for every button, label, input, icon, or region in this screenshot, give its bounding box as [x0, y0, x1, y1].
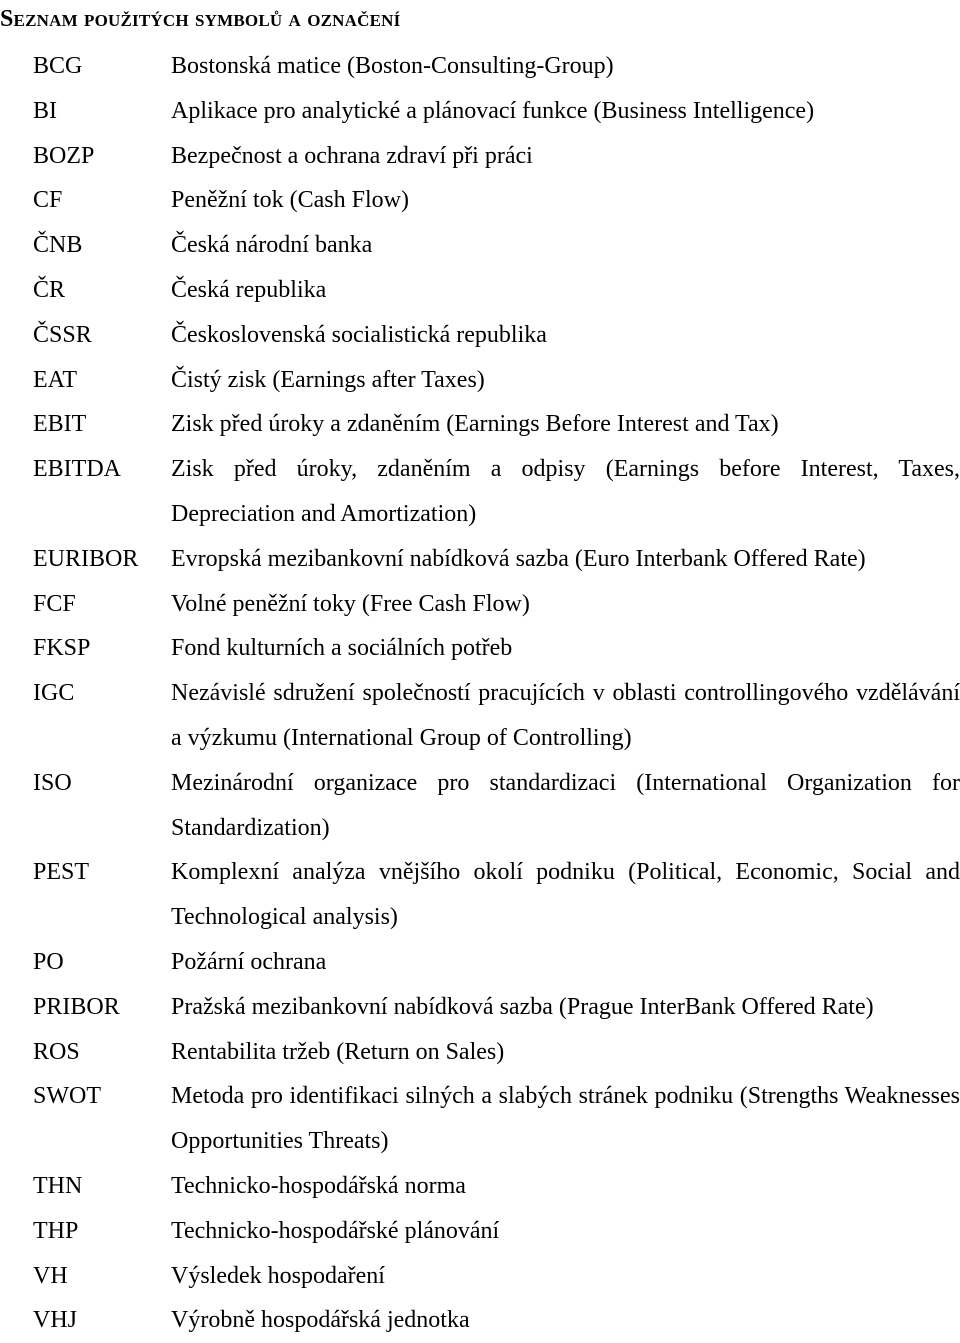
abbreviation-meaning: Česká národní banka	[171, 232, 373, 259]
list-item	[0, 134, 960, 179]
list-item	[0, 447, 960, 537]
abbreviation: PRIBOR	[33, 993, 120, 1020]
list-item	[0, 89, 960, 134]
abbreviation: BI	[33, 97, 57, 124]
abbreviation-meaning: Bostonská matice (Boston-Consulting-Group)	[171, 53, 614, 79]
abbreviation-meaning: Rentabilita tržeb (Return on Sales)	[171, 1038, 505, 1065]
list-item	[0, 582, 960, 627]
list-item	[0, 44, 960, 89]
abbreviation: ČNB	[33, 232, 83, 259]
list-item	[0, 313, 960, 358]
abbreviation: VH	[33, 1262, 68, 1289]
abbreviation: FKSP	[33, 635, 91, 662]
list-item	[0, 761, 960, 851]
abbreviation-meaning: Zisk před úroky, zdaněním a odpisy (Earnings before Interest, Taxes, Depreciation and Amortization)	[171, 456, 960, 527]
abbreviation: THP	[33, 1217, 79, 1244]
abbreviation-meaning: Metoda pro identifikaci silných a slabých stránek podniku (Strengths Weaknesses Opportunities Threats)	[171, 1083, 960, 1155]
page-title: Seznam použitých symbolů a označení	[0, 6, 401, 32]
abbreviation: THN	[33, 1172, 83, 1199]
abbreviation-meaning: Volné peněžní toky (Free Cash Flow)	[171, 590, 530, 617]
abbreviation-meaning: Bezpečnost a ochrana zdraví při práci	[171, 142, 533, 169]
abbreviation-meaning: Požární ochrana	[171, 948, 327, 975]
abbreviation: BOZP	[33, 142, 95, 169]
abbreviation-meaning: Evropská mezibankovní nabídková sazba (Euro Interbank Offered Rate)	[171, 545, 866, 572]
list-item	[0, 1254, 960, 1299]
abbreviation: CF	[33, 187, 63, 214]
list-item	[0, 268, 960, 313]
abbreviation: PO	[33, 948, 64, 975]
list-item	[0, 402, 960, 447]
abbreviation-meaning: Komplexní analýza vnějšího okolí podniku (Political, Economic, Social and Technological analysis)	[171, 859, 960, 931]
abbreviation: SWOT	[33, 1083, 101, 1110]
abbreviation-meaning: Fond kulturních a sociálních potřeb	[171, 635, 513, 662]
abbreviation: EURIBOR	[33, 545, 139, 572]
abbreviation: PEST	[33, 859, 90, 886]
abbreviation: VHJ	[33, 1307, 78, 1334]
abbreviation-meaning: Technicko-hospodářské plánování	[171, 1217, 500, 1244]
abbreviation-meaning: Čistý zisk (Earnings after Taxes)	[171, 366, 485, 393]
list-item	[0, 850, 960, 940]
list-item	[0, 358, 960, 403]
abbreviation-meaning: Zisk před úroky a zdaněním (Earnings Before Interest and Tax)	[171, 411, 779, 438]
abbreviation-meaning: Peněžní tok (Cash Flow)	[171, 187, 409, 214]
abbreviation: ROS	[33, 1038, 80, 1065]
abbreviation: BCG	[33, 53, 83, 79]
abbreviation-list	[0, 44, 960, 1343]
list-item	[0, 1298, 960, 1343]
abbreviation: ISO	[33, 769, 72, 796]
abbreviation: EBIT	[33, 411, 87, 438]
list-item	[0, 626, 960, 671]
abbreviation-meaning: Technicko-hospodářská norma	[171, 1172, 466, 1199]
list-item	[0, 178, 960, 223]
abbreviation: EAT	[33, 366, 77, 393]
abbreviation: ČR	[33, 276, 66, 303]
abbreviation-meaning: Nezávislé sdružení společností pracujících v oblasti controllingového vzdělávání a výzkumu (International Group of Controlling)	[171, 680, 960, 751]
list-item	[0, 985, 960, 1030]
abbreviation-meaning: Výrobně hospodářská jednotka	[171, 1307, 470, 1334]
abbreviation: ČSSR	[33, 321, 92, 348]
list-item	[0, 223, 960, 268]
abbreviation-meaning: Česká republika	[171, 276, 327, 303]
list-item	[0, 537, 960, 582]
abbreviation-meaning: Československá socialistická republika	[171, 321, 547, 348]
abbreviation-meaning: Mezinárodní organizace pro standardizaci (International Organization for Standardization)	[171, 769, 960, 841]
list-item	[0, 1074, 960, 1164]
abbreviation-meaning: Výsledek hospodaření	[171, 1262, 385, 1289]
abbreviation: IGC	[33, 680, 75, 707]
abbreviation: EBITDA	[33, 456, 121, 483]
abbreviation: FCF	[33, 590, 76, 617]
list-item	[0, 940, 960, 985]
abbreviation-meaning: Pražská mezibankovní nabídková sazba (Prague InterBank Offered Rate)	[171, 993, 874, 1020]
list-item	[0, 1209, 960, 1254]
list-item	[0, 1164, 960, 1209]
abbreviation-meaning: Aplikace pro analytické a plánovací funkce (Business Intelligence)	[171, 97, 815, 124]
list-item	[0, 1030, 960, 1075]
list-item	[0, 671, 960, 761]
